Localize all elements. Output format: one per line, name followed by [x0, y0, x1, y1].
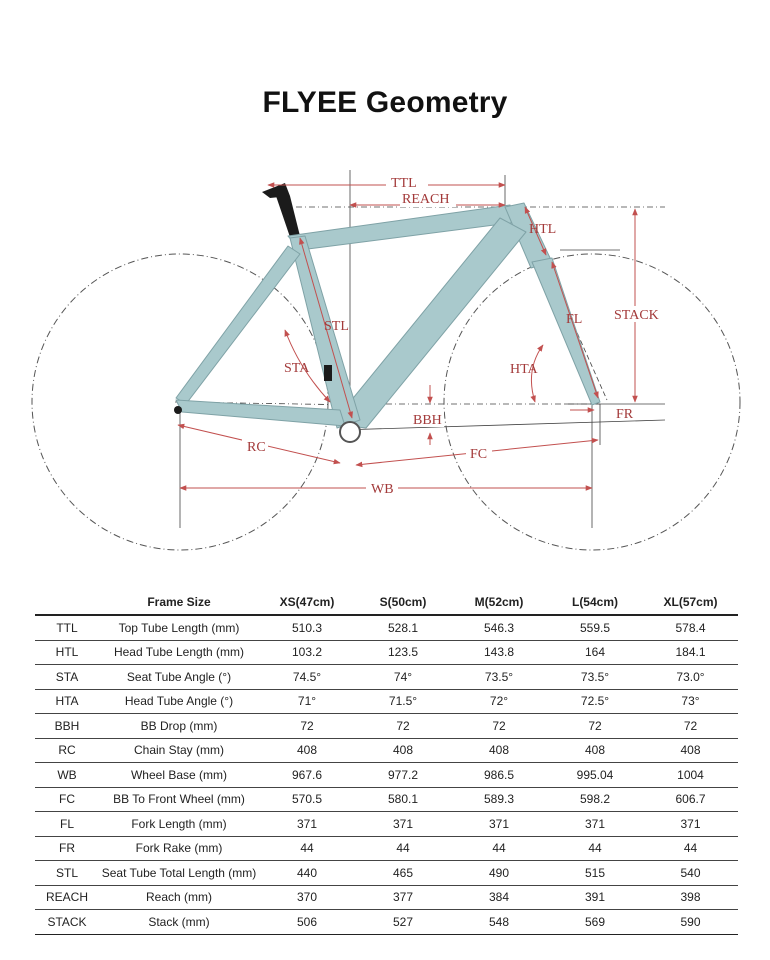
value-cell: 164 [547, 640, 643, 665]
value-cell: 72.5° [547, 689, 643, 714]
value-cell: 73° [643, 689, 738, 714]
table-row [35, 885, 738, 910]
value-cell: 590 [643, 910, 738, 935]
table-row [35, 787, 738, 812]
table-header-row [35, 590, 738, 615]
label-rc: RC [247, 440, 266, 455]
value-cell: 377 [355, 885, 451, 910]
value-cell: 540 [643, 861, 738, 886]
table-row [35, 836, 738, 861]
value-cell: 44 [547, 836, 643, 861]
value-cell: 408 [259, 738, 355, 763]
table-row [35, 640, 738, 665]
row-code-cell: STA [35, 665, 99, 690]
row-code-cell: RC [35, 738, 99, 763]
chain-stay [176, 400, 345, 426]
value-cell: 371 [355, 812, 451, 837]
table-row [35, 615, 738, 640]
value-cell: 408 [355, 738, 451, 763]
value-cell: 371 [547, 812, 643, 837]
value-cell: 570.5 [259, 787, 355, 812]
value-cell: 398 [643, 885, 738, 910]
row-label-cell: Seat Tube Angle (°) [99, 665, 259, 690]
label-fl: FL [566, 312, 583, 327]
value-cell: 370 [259, 885, 355, 910]
fork [532, 258, 600, 405]
value-cell: 598.2 [547, 787, 643, 812]
value-cell: 589.3 [451, 787, 547, 812]
geometry-diagram [0, 150, 770, 570]
table-row [35, 861, 738, 886]
value-cell: 371 [451, 812, 547, 837]
label-wb: WB [371, 482, 394, 497]
value-cell: 371 [259, 812, 355, 837]
label-sta: STA [284, 361, 310, 376]
row-code-cell: REACH [35, 885, 99, 910]
value-cell: 72° [451, 689, 547, 714]
value-cell: 72 [259, 714, 355, 739]
row-code-cell: HTL [35, 640, 99, 665]
value-cell: 528.1 [355, 615, 451, 640]
value-cell: 391 [547, 885, 643, 910]
value-cell: 74.5° [259, 665, 355, 690]
seat-stay [176, 246, 300, 404]
table-row [35, 910, 738, 935]
header-cell [35, 590, 99, 615]
label-ttl: TTL [391, 176, 417, 191]
value-cell: 408 [451, 738, 547, 763]
row-code-cell: HTA [35, 689, 99, 714]
row-label-cell: Head Tube Length (mm) [99, 640, 259, 665]
table-row [35, 738, 738, 763]
value-cell: 515 [547, 861, 643, 886]
row-code-cell: STACK [35, 910, 99, 935]
bottom-bracket [340, 422, 360, 442]
row-label-cell: Wheel Base (mm) [99, 763, 259, 788]
header-cell: XL(57cm) [643, 590, 738, 615]
value-cell: 72 [451, 714, 547, 739]
row-label-cell: Head Tube Angle (°) [99, 689, 259, 714]
value-cell: 569 [547, 910, 643, 935]
table-row [35, 689, 738, 714]
label-stl: STL [324, 319, 349, 334]
value-cell: 44 [259, 836, 355, 861]
header-cell: S(50cm) [355, 590, 451, 615]
row-label-cell: BB To Front Wheel (mm) [99, 787, 259, 812]
value-cell: 1004 [643, 763, 738, 788]
value-cell: 44 [451, 836, 547, 861]
label-htl: HTL [529, 222, 557, 237]
row-code-cell: WB [35, 763, 99, 788]
value-cell: 72 [547, 714, 643, 739]
row-label-cell: Fork Length (mm) [99, 812, 259, 837]
row-label-cell: BB Drop (mm) [99, 714, 259, 739]
value-cell: 559.5 [547, 615, 643, 640]
row-code-cell: TTL [35, 615, 99, 640]
rear-dropout [174, 406, 182, 414]
row-code-cell: FR [35, 836, 99, 861]
label-stack: STACK [614, 308, 659, 323]
value-cell: 184.1 [643, 640, 738, 665]
label-fc: FC [470, 447, 488, 462]
row-label-cell: Reach (mm) [99, 885, 259, 910]
value-cell: 465 [355, 861, 451, 886]
header-cell: XS(47cm) [259, 590, 355, 615]
value-cell: 44 [355, 836, 451, 861]
row-label-cell: Stack (mm) [99, 910, 259, 935]
value-cell: 73.5° [547, 665, 643, 690]
geometry-table [35, 590, 738, 935]
row-code-cell: STL [35, 861, 99, 886]
value-cell: 546.3 [451, 615, 547, 640]
page-title: FLYEE Geometry [262, 86, 508, 119]
value-cell: 371 [643, 812, 738, 837]
table-row [35, 714, 738, 739]
row-label-cell: Chain Stay (mm) [99, 738, 259, 763]
label-reach: REACH [402, 192, 450, 207]
value-cell: 143.8 [451, 640, 547, 665]
value-cell: 103.2 [259, 640, 355, 665]
value-cell: 995.04 [547, 763, 643, 788]
row-label-cell: Fork Rake (mm) [99, 836, 259, 861]
value-cell: 72 [355, 714, 451, 739]
seatpost [276, 196, 300, 240]
row-label-cell: Top Tube Length (mm) [99, 615, 259, 640]
row-label-cell: Seat Tube Total Length (mm) [99, 861, 259, 886]
label-hta: HTA [510, 362, 538, 377]
header-cell: L(54cm) [547, 590, 643, 615]
value-cell: 527 [355, 910, 451, 935]
value-cell: 73.5° [451, 665, 547, 690]
header-cell: M(52cm) [451, 590, 547, 615]
row-code-cell: BBH [35, 714, 99, 739]
label-bbh: BBH [413, 413, 442, 428]
value-cell: 72 [643, 714, 738, 739]
table-row [35, 763, 738, 788]
value-cell: 74° [355, 665, 451, 690]
value-cell: 606.7 [643, 787, 738, 812]
value-cell: 986.5 [451, 763, 547, 788]
value-cell: 123.5 [355, 640, 451, 665]
row-code-cell: FC [35, 787, 99, 812]
value-cell: 71° [259, 689, 355, 714]
value-cell: 578.4 [643, 615, 738, 640]
value-cell: 510.3 [259, 615, 355, 640]
header-cell: Frame Size [99, 590, 259, 615]
value-cell: 506 [259, 910, 355, 935]
table-row [35, 812, 738, 837]
seat-clamp [324, 365, 332, 381]
value-cell: 71.5° [355, 689, 451, 714]
value-cell: 977.2 [355, 763, 451, 788]
value-cell: 408 [643, 738, 738, 763]
value-cell: 384 [451, 885, 547, 910]
value-cell: 44 [643, 836, 738, 861]
value-cell: 440 [259, 861, 355, 886]
down-tube [332, 218, 526, 428]
value-cell: 408 [547, 738, 643, 763]
value-cell: 580.1 [355, 787, 451, 812]
value-cell: 967.6 [259, 763, 355, 788]
row-code-cell: FL [35, 812, 99, 837]
table-row [35, 665, 738, 690]
value-cell: 548 [451, 910, 547, 935]
label-fr: FR [616, 407, 634, 422]
value-cell: 490 [451, 861, 547, 886]
value-cell: 73.0° [643, 665, 738, 690]
